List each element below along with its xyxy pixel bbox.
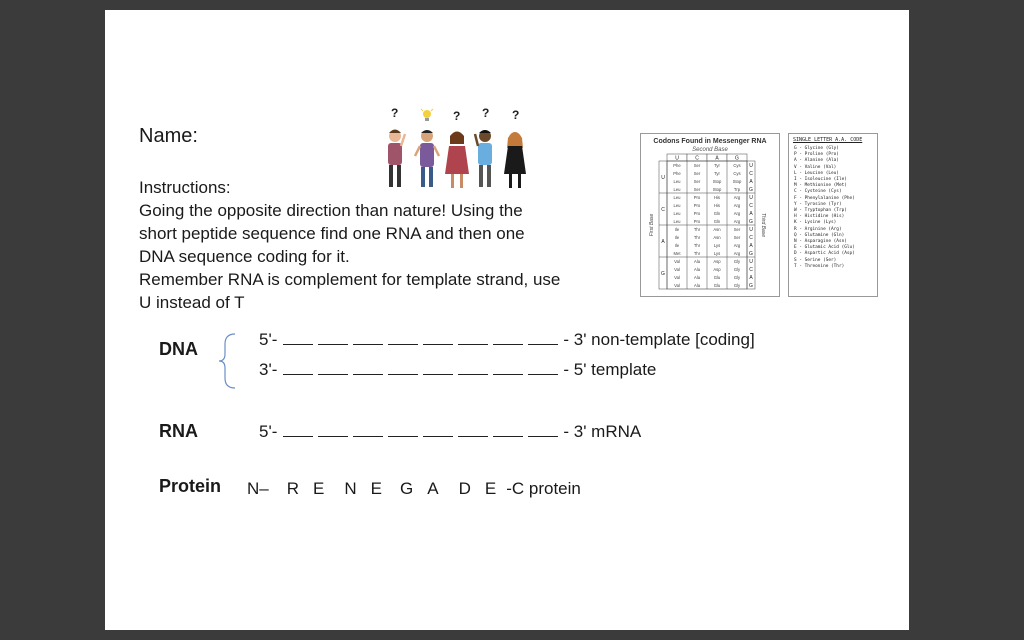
brace-icon [217, 332, 239, 390]
codon-cell: Ser [733, 235, 741, 240]
person-3 [445, 132, 469, 189]
codon-cell: Ser [693, 163, 701, 168]
third-base-label: G [749, 219, 753, 225]
instructions-line: Going the opposite direction than nature! Using the [139, 201, 523, 220]
codon-cell: Val [674, 259, 680, 264]
second-base-header: U [675, 155, 679, 162]
codon-cell: Cys [733, 171, 741, 176]
coding-strand-start: 5'- [259, 330, 278, 349]
codon-cell: Leu [673, 179, 681, 184]
rna-label: RNA [159, 421, 198, 441]
third-base-label: C [749, 203, 753, 209]
blank-line [423, 362, 453, 375]
codon-cell: Pro [693, 203, 701, 208]
codon-cell: Thr [693, 227, 701, 232]
codon-cell: Leu [673, 195, 681, 200]
codon-cell: Gln [713, 219, 721, 224]
codon-cell: Ser [693, 171, 701, 176]
coding-strand-blanks [283, 330, 563, 349]
blank-line [458, 332, 488, 345]
single-letter-entry: L - Leucine (Leu) [794, 170, 839, 176]
question-mark-2: ? [453, 109, 461, 123]
question-mark-1: ? [391, 106, 399, 120]
third-base-label: C [749, 171, 753, 177]
blank-line [283, 424, 313, 437]
blank-line [528, 332, 558, 345]
codon-cell: Ile [674, 235, 680, 240]
protein-sequence [247, 479, 581, 499]
lightbulb-icon [421, 109, 433, 121]
codon-cell: Arg [733, 195, 741, 200]
coding-strand-end: - 3' non-template [coding] [563, 330, 755, 349]
blank-line [353, 424, 383, 437]
blank-line [388, 424, 418, 437]
codon-cell: Ala [693, 259, 701, 264]
dna-label: DNA [159, 339, 198, 359]
mrna-end: - 3' mRNA [563, 422, 642, 441]
single-letter-entry: H - Histidine (His) [794, 214, 845, 220]
codon-cell: Gly [733, 275, 741, 280]
codon-cell: His [713, 203, 721, 208]
third-base-label: C [749, 267, 753, 273]
third-base-label: G [749, 251, 753, 257]
codon-cell: Pro [693, 219, 701, 224]
single-letter-entry: N - Asparagine (Asn) [794, 239, 847, 244]
third-base-label: A [749, 275, 753, 281]
amino-acid-residue: E [370, 479, 382, 498]
blank-line [493, 362, 523, 375]
second-base-header: G [735, 155, 739, 162]
amino-acid-residue: E [484, 479, 497, 498]
person-5 [504, 132, 526, 188]
person-2 [415, 130, 439, 187]
codon-cell: Phe [673, 163, 681, 168]
codon-cell: Tyr [714, 171, 720, 176]
blank-line [528, 424, 558, 437]
blank-line [493, 332, 523, 345]
single-letter-entry: A - Alanine (Ala) [794, 158, 839, 164]
first-base-label: G [661, 271, 665, 277]
protein-label: Protein [159, 476, 222, 496]
blank-line [458, 424, 488, 437]
blank-line [493, 424, 523, 437]
single-letter-entry: R - Arginine (Arg) [794, 226, 842, 232]
codon-cell: Tyr [714, 163, 720, 168]
codon-cell: Cys [733, 163, 741, 168]
single-letter-entry: F - Phenylalanine (Phe) [794, 195, 855, 201]
blank-line [458, 362, 488, 375]
codon-cell: Asp [713, 259, 721, 264]
codon-cell: Arg [733, 219, 741, 224]
codon-cell: Ala [693, 267, 701, 272]
codon-cell: Arg [733, 243, 741, 248]
second-base-header: A [715, 155, 719, 162]
codon-cell: Leu [673, 203, 681, 208]
third-base-label: U [749, 163, 753, 169]
single-letter-entry: K - Lysine (Lys) [794, 220, 837, 226]
codon-cell: Stop [732, 179, 742, 184]
single-letter-entry: C - Cysteine (Cys) [794, 189, 842, 195]
mrna-blanks [283, 422, 563, 441]
template-strand-row [259, 360, 656, 380]
codon-cell: Leu [673, 187, 681, 192]
first-base-label: C [661, 207, 665, 213]
n-terminus: N– [247, 479, 269, 498]
single-letter-title: SINGLE LETTER A.A. CODE [793, 137, 863, 143]
single-letter-entry: P - Proline (Pro) [794, 152, 839, 158]
single-letter-entry: V - Valine (Val) [794, 164, 837, 170]
codon-cell: Asn [713, 227, 721, 232]
single-letter-entry: D - Aspartic Acid (Asp) [794, 251, 855, 257]
codon-cell: Asp [713, 267, 721, 272]
amino-acid-residue: A [427, 479, 439, 498]
protein-suffix: protein [528, 479, 581, 498]
third-base-label: A [749, 179, 753, 185]
instructions-line: U instead of T [139, 293, 245, 312]
c-terminus: -C [506, 479, 525, 498]
amino-acid-residue: N [344, 479, 357, 498]
instructions-line: Remember RNA is complement for template strand, use [139, 270, 561, 289]
coding-strand-row [259, 330, 755, 350]
blank-line [318, 362, 348, 375]
blank-line [388, 362, 418, 375]
codon-cell: Val [674, 267, 680, 272]
blank-line [388, 332, 418, 345]
name-label: Name: [139, 125, 198, 147]
single-letter-entry: Q - Glutamine (Gln) [794, 232, 845, 238]
third-base-label: U [749, 227, 753, 233]
codon-cell: Gly [733, 283, 741, 288]
single-letter-code-table [788, 133, 878, 297]
codon-cell: Thr [693, 235, 701, 240]
person-4 [475, 130, 492, 187]
third-base-label: G [749, 187, 753, 193]
single-letter-entry: G - Glycine (Gly) [794, 146, 839, 151]
codon-cell: Gly [733, 267, 741, 272]
third-base-axis-label: Third Base [760, 212, 766, 238]
codon-cell: Arg [733, 251, 741, 256]
codon-cell: Gln [713, 211, 721, 216]
blank-line [283, 332, 313, 345]
codon-cell: Ser [693, 179, 701, 184]
template-strand-start: 3'- [259, 360, 278, 379]
codon-cell: Thr [693, 243, 701, 248]
blank-line [528, 362, 558, 375]
blank-line [353, 332, 383, 345]
codon-cell: Stop [712, 187, 722, 192]
instructions-line: short peptide sequence find one RNA and then one [139, 224, 525, 243]
template-strand-blanks [283, 360, 563, 379]
first-base-axis-label: First Base [649, 213, 655, 237]
codon-cell: Stop [712, 179, 722, 184]
third-base-label: A [749, 211, 753, 217]
codon-cell: Arg [733, 211, 741, 216]
single-letter-entry: M - Methionine (Met) [794, 183, 847, 189]
codon-cell: Pro [693, 211, 701, 216]
amino-acid-residue: R [286, 479, 300, 498]
third-base-label: U [749, 195, 753, 201]
first-base-label: A [661, 239, 665, 245]
question-mark-4: ? [512, 108, 520, 122]
codon-cell: Thr [693, 251, 701, 256]
third-base-label: G [749, 283, 753, 289]
codon-cell: Arg [733, 203, 741, 208]
blank-line [353, 362, 383, 375]
codon-cell: Ala [693, 275, 701, 280]
codon-cell: Lys [713, 251, 721, 256]
single-letter-entry: I - Isoleucine (Ile) [794, 177, 847, 182]
codon-cell: Phe [673, 171, 681, 176]
single-letter-entry: Y - Tyrosine (Tyr) [794, 201, 842, 207]
first-base-label: U [661, 175, 665, 181]
codon-cell: Trp [733, 187, 741, 192]
template-strand-end: - 5' template [563, 360, 657, 379]
blank-line [423, 424, 453, 437]
third-base-label: U [749, 259, 753, 265]
single-letter-entry: S - Serine (Ser) [794, 257, 837, 263]
mrna-row [259, 422, 641, 442]
codon-cell: Gly [733, 259, 741, 264]
codon-cell: Glu [713, 275, 721, 280]
second-base-header: C [695, 155, 699, 162]
codon-cell: Leu [673, 211, 681, 216]
codon-cell: Met [673, 251, 681, 256]
single-letter-entry: E - Glutamic Acid (Glu) [794, 245, 855, 251]
instructions-line: DNA sequence coding for it. [139, 247, 350, 266]
blank-line [318, 332, 348, 345]
third-base-label: C [749, 235, 753, 241]
codon-table-title: Codons Found in Messenger RNA [653, 138, 767, 145]
codon-cell: Ile [674, 243, 680, 248]
single-letter-entry: W - Tryptophan (Trp) [794, 208, 847, 213]
blank-line [423, 332, 453, 345]
worksheet-slide [105, 10, 909, 630]
codon-cell: Lys [713, 243, 721, 248]
mrna-start: 5'- [259, 422, 278, 441]
codon-cell: Val [674, 283, 680, 288]
codon-cell: Ser [733, 227, 741, 232]
instructions-heading: Instructions: [139, 178, 231, 197]
codon-cell: Val [674, 275, 680, 280]
codon-cell: Glu [713, 283, 721, 288]
codon-cell: Ser [693, 187, 701, 192]
blank-line [283, 362, 313, 375]
codon-cell: His [713, 195, 721, 200]
person-1 [388, 130, 405, 188]
codon-cell: Leu [673, 219, 681, 224]
codon-grid [641, 134, 779, 296]
third-base-label: A [749, 243, 753, 249]
blank-line [318, 424, 348, 437]
confused-students-illustration [377, 106, 537, 198]
amino-acid-residue: G [399, 479, 414, 498]
codon-cell: Pro [693, 195, 701, 200]
codon-table [640, 133, 780, 297]
amino-acid-residue: E [313, 479, 325, 498]
codon-cell: Asn [713, 235, 721, 240]
question-mark-3: ? [482, 106, 490, 120]
codon-cell: Ile [674, 227, 680, 232]
single-letter-entry: T - Threonine (Thr) [794, 263, 845, 269]
amino-acid-residue: D [458, 479, 471, 498]
second-base-label: Second Base [692, 147, 728, 153]
codon-cell: Ala [693, 283, 701, 288]
